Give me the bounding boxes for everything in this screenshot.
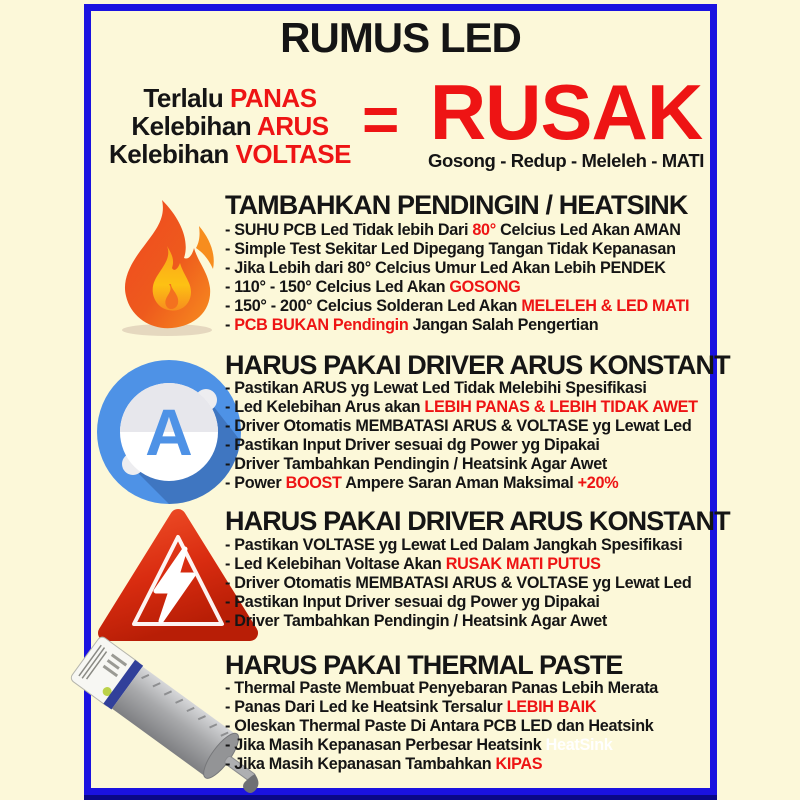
text-line: - Power BOOST Ampere Saran Aman Maksimal +20%: [225, 474, 619, 492]
equals-sign: =: [362, 83, 400, 155]
equation-result: RUSAK: [429, 68, 703, 156]
text-line: - Led Kelebihan Arus akan LEBIH PANAS & LEBIH TIDAK AWET: [225, 398, 698, 416]
section-heading-heatsink: TAMBAHKAN PENDINGIN / HEATSINK: [225, 190, 688, 220]
ampere-driver-icon: [95, 358, 243, 506]
svg-text:A: A: [145, 395, 193, 469]
text-line: - Driver Otomatis MEMBATASI ARUS & VOLTASE yg Lewat Led: [225, 574, 692, 592]
text-line: - Oleskan Thermal Paste Di Antara PCB LED dan Heatsink: [225, 717, 654, 735]
section-heading-current-driver: HARUS PAKAI DRIVER ARUS KONSTANT: [225, 350, 730, 380]
section-heading-voltage-driver: HARUS PAKAI DRIVER ARUS KONSTANT: [225, 506, 730, 536]
section-bullets-thermal-paste: [225, 679, 725, 774]
text-line: - Driver Otomatis MEMBATASI ARUS & VOLTASE yg Lewat Led: [225, 417, 692, 435]
text-line: - Simple Test Sekitar Led Dipegang Tangan Tidak Kepanasan: [225, 240, 676, 258]
text-line: - Pastikan VOLTASE yg Lewat Led Dalam Jangkah Spesifikasi: [225, 536, 683, 554]
text-line: - PCB BUKAN Pendingin Jangan Salah Pengertian: [225, 316, 599, 334]
text-line: - SUHU PCB Led Tidak lebih Dari 80° Celcius Led Akan AMAN: [225, 221, 681, 239]
flame-icon: [100, 196, 238, 338]
section-bullets-heatsink: [225, 221, 725, 335]
text-line: - 110° - 150° Celcius Led Akan GOSONG: [225, 278, 521, 296]
text-line: - Panas Dari Led ke Heatsink Tersalur LEBIH BAIK: [225, 698, 597, 716]
section-heading-thermal-paste: HARUS PAKAI THERMAL PASTE: [225, 650, 623, 680]
text-line: - Jika Masih Kepanasan Perbesar Heatsink HeatSink: [225, 736, 613, 754]
section-bullets-voltage-driver: [225, 536, 725, 631]
text-line: - Driver Tambahkan Pendingin / Heatsink Agar Awet: [225, 612, 607, 630]
page-title: RUMUS LED: [280, 14, 521, 61]
equation-result-block: [420, 68, 712, 172]
text-line: - Pastikan Input Driver sesuai dg Power yg Dipakai: [225, 593, 600, 611]
text-line: - Pastikan Input Driver sesuai dg Power yg Dipakai: [225, 436, 600, 454]
text-line: - Led Kelebihan Voltase Akan RUSAK MATI PUTUS: [225, 555, 601, 573]
section-bullets-current-driver: [225, 379, 725, 493]
text-line: Kelebihan ARUS: [131, 111, 329, 141]
equation-result-subtitle: Gosong - Redup - Meleleh - MATI: [427, 150, 705, 171]
text-line: Kelebihan VOLTASE: [109, 139, 351, 169]
text-line: - Jika Masih Kepanasan Tambahkan KIPAS: [225, 755, 543, 773]
text-line: - Jika Lebih dari 80° Celcius Umur Led Akan Lebih PENDEK: [225, 259, 666, 277]
text-line: - Driver Tambahkan Pendingin / Heatsink Agar Awet: [225, 455, 607, 473]
text-line: - 150° - 200° Celcius Solderan Led Akan MELELEH & LED MATI: [225, 297, 690, 315]
equation-causes: [96, 84, 364, 168]
text-line: - Pastikan ARUS yg Lewat Led Tidak Melebihi Spesifikasi: [225, 379, 647, 397]
text-line: Terlalu PANAS: [143, 83, 317, 113]
text-line: - Thermal Paste Membuat Penyebaran Panas Lebih Merata: [225, 679, 659, 697]
